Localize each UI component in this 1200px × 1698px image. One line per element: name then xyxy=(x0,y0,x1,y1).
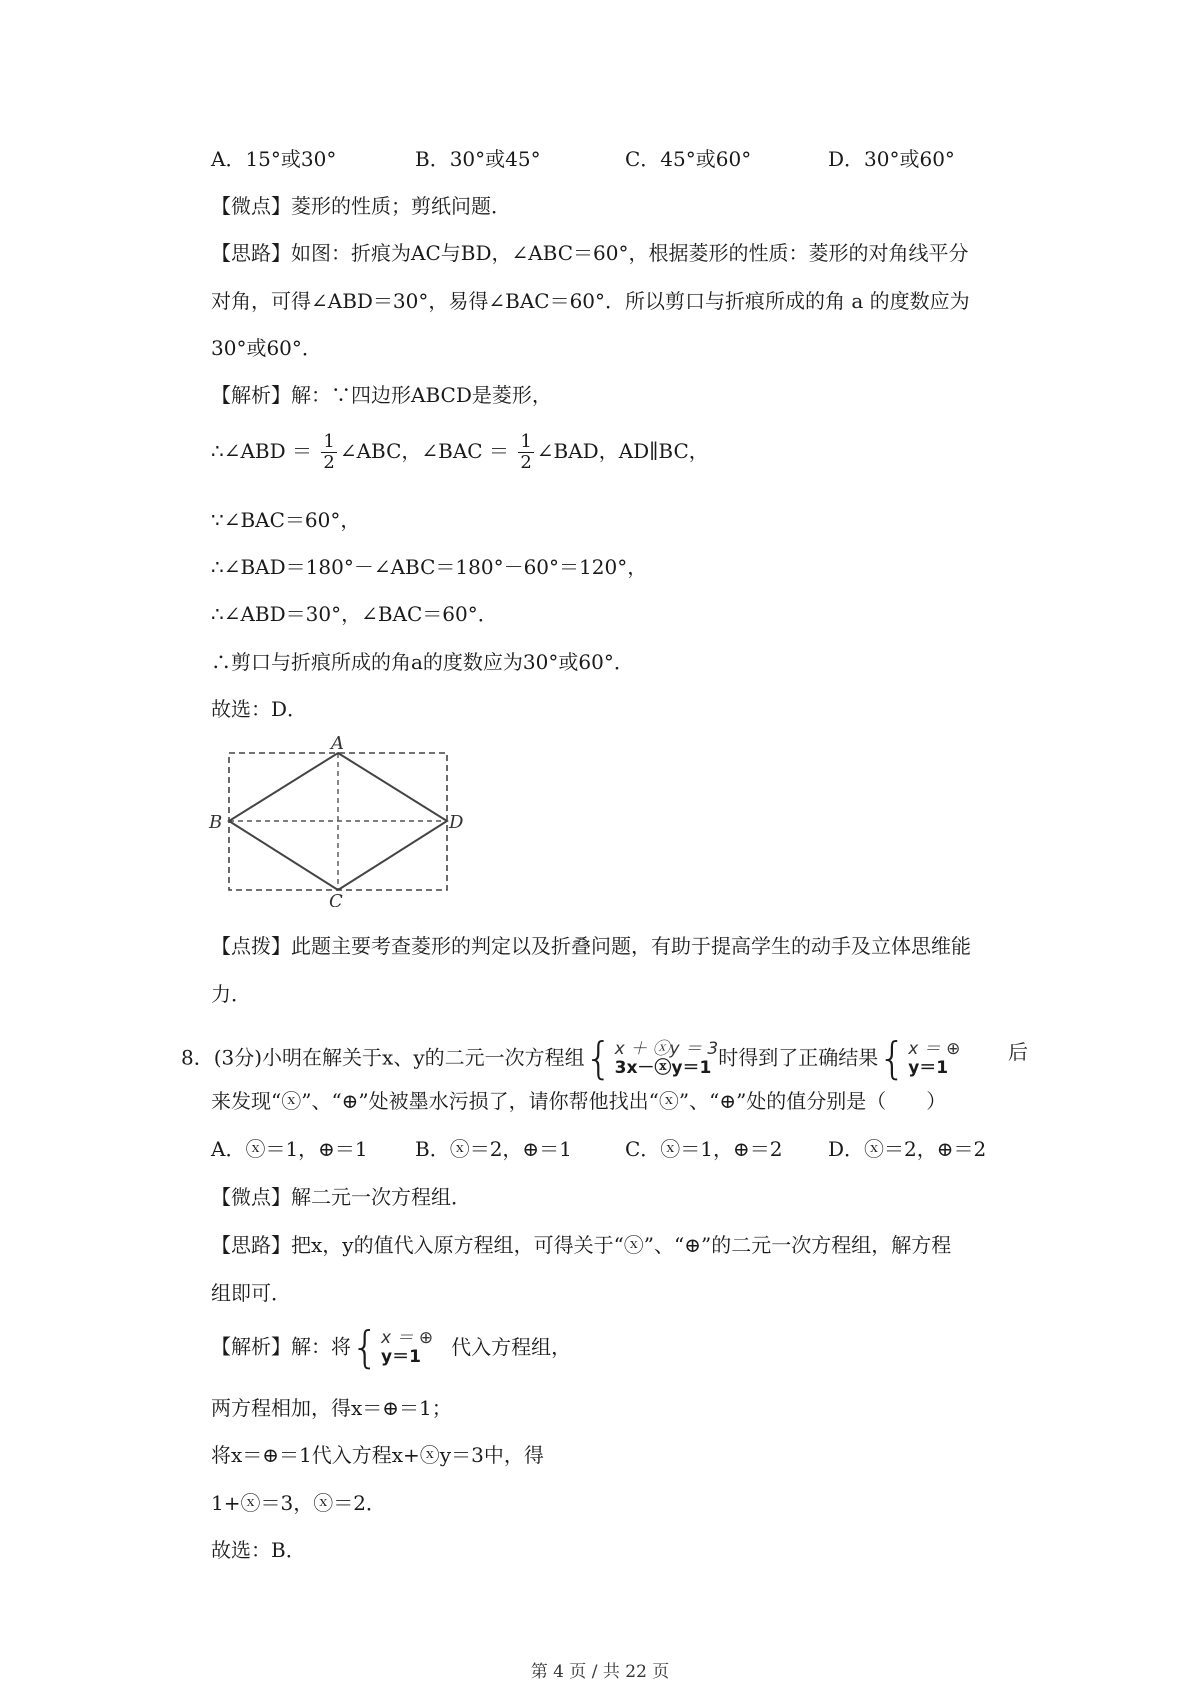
q7-option-b: B．30°或45° xyxy=(415,147,541,171)
q8-stem-part1: 8．(3分)小明在解关于x、y的二元一次方程组 xyxy=(181,1045,585,1070)
page-footer: 第 4 页 / 共 22 页 xyxy=(530,1662,670,1682)
q7-option-d: D．30°或60° xyxy=(828,147,955,171)
q7-jiexi-line2 xyxy=(211,432,709,473)
fraction-denominator: 2 xyxy=(520,452,532,473)
q8-jiexi-line3: 将x＝⊕＝1代入方程x+ⓧy＝3中，得 xyxy=(211,1443,544,1467)
q7-weidian: 【微点】菱形的性质；剪纸问题． xyxy=(211,194,511,218)
fraction-numerator: 1 xyxy=(520,431,532,452)
q8-stem-line2: 来发现“ⓧ”、“⊕”处被墨水污损了，请你帮他找出“ⓧ”、“⊕”处的值分别是（ ） xyxy=(211,1089,947,1113)
q7-answer: 故选：D． xyxy=(211,697,308,721)
q8-jiexi-line4: 1+ⓧ＝3，ⓧ＝2． xyxy=(211,1491,386,1515)
q7-jiexi-line1: 【解析】解：∵四边形ABCD是菱形， xyxy=(211,383,552,407)
q8-stem-part2: 时得到了正确结果 xyxy=(718,1045,879,1070)
q8-answer: 故选：B． xyxy=(211,1538,306,1562)
q8-stem-line1 xyxy=(181,1033,961,1084)
q7-option-a: A．15°或30° xyxy=(211,147,337,171)
label-c: C xyxy=(329,891,343,907)
q7-jiexi-line2-b: ∠ABC，∠BAC ＝ xyxy=(339,439,509,463)
label-d: D xyxy=(449,812,464,833)
result-row1: x ＝ ⊕ xyxy=(908,1039,961,1059)
q8-silu-line1: 【思路】把x，y的值代入原方程组，可得关于“ⓧ”、“⊕”的二元一次方程组，解方程 xyxy=(211,1233,952,1257)
fraction-denominator: 2 xyxy=(323,452,335,473)
q7-silu-line1: 【思路】如图：折痕为AC与BD，∠ABC＝60°，根据菱形的性质：菱形的对角线平分 xyxy=(211,241,969,265)
q8-jiexi-part2: 代入方程组， xyxy=(451,1334,572,1359)
q8-weidian: 【微点】解二元一次方程组． xyxy=(211,1185,471,1209)
q7-jiexi-line6: ∴剪口与折痕所成的角a的度数应为30°或60°． xyxy=(211,650,634,674)
fraction-numerator: 1 xyxy=(323,431,335,452)
result-row1: x ＝ ⊕ xyxy=(381,1328,434,1348)
result-system xyxy=(381,1329,433,1367)
q7-jiexi-line5: ∴∠ABD＝30°，∠BAC＝60°． xyxy=(211,602,498,626)
left-brace: { xyxy=(584,1033,613,1084)
q7-dianbo-line2: 力． xyxy=(211,982,251,1006)
q8-stem-part3: 后 xyxy=(1008,1040,1028,1064)
q8-jiexi-part1: 【解析】解：将 xyxy=(211,1334,351,1359)
q8-option-a: A．ⓧ＝1，⊕＝1 xyxy=(211,1137,368,1161)
q8-option-b: B．ⓧ＝2，⊕＝1 xyxy=(415,1137,572,1161)
equation-system xyxy=(615,1040,719,1078)
q8-jiexi-line1 xyxy=(211,1322,572,1373)
label-b: B xyxy=(209,812,223,833)
q7-jiexi-line2-a: ∴∠ABD ＝ xyxy=(211,439,313,463)
q7-option-c: C．45°或60° xyxy=(625,147,752,171)
q7-jiexi-line4: ∴∠BAD＝180°－∠ABC＝180°－60°＝120°， xyxy=(211,555,648,579)
fraction-half xyxy=(321,432,336,473)
equation-row1: x ＋ ⓧy ＝ 3 xyxy=(614,1039,719,1059)
fraction-half-2 xyxy=(518,432,533,473)
rhombus-figure xyxy=(205,735,465,907)
equation-row2: 3x－ⓧy＝1 xyxy=(614,1058,712,1078)
q7-jiexi-line2-c: ∠BAD，AD∥BC， xyxy=(536,439,709,463)
left-brace: { xyxy=(351,1322,379,1373)
q7-silu-line2: 对角，可得∠ABD＝30°，易得∠BAC＝60°．所以剪口与折痕所成的角 a 的度数应为 xyxy=(211,289,970,313)
q8-option-c: C．ⓧ＝1，⊕＝2 xyxy=(625,1137,783,1161)
q7-jiexi-line3: ∵∠BAC＝60°， xyxy=(211,508,361,532)
q7-dianbo-line1: 【点拨】此题主要考查菱形的判定以及折叠问题，有助于提高学生的动手及立体思维能 xyxy=(211,934,971,958)
q8-option-d: D．ⓧ＝2，⊕＝2 xyxy=(828,1137,987,1161)
result-row2: y＝1 xyxy=(908,1058,949,1078)
left-brace: { xyxy=(878,1033,907,1084)
result-row2: y＝1 xyxy=(381,1347,421,1367)
label-a: A xyxy=(331,735,344,754)
result-system xyxy=(908,1040,960,1078)
q8-jiexi-line2: 两方程相加，得x＝⊕＝1； xyxy=(211,1396,452,1420)
q8-silu-line2: 组即可． xyxy=(211,1281,291,1305)
q7-silu-line3: 30°或60°． xyxy=(211,336,322,360)
